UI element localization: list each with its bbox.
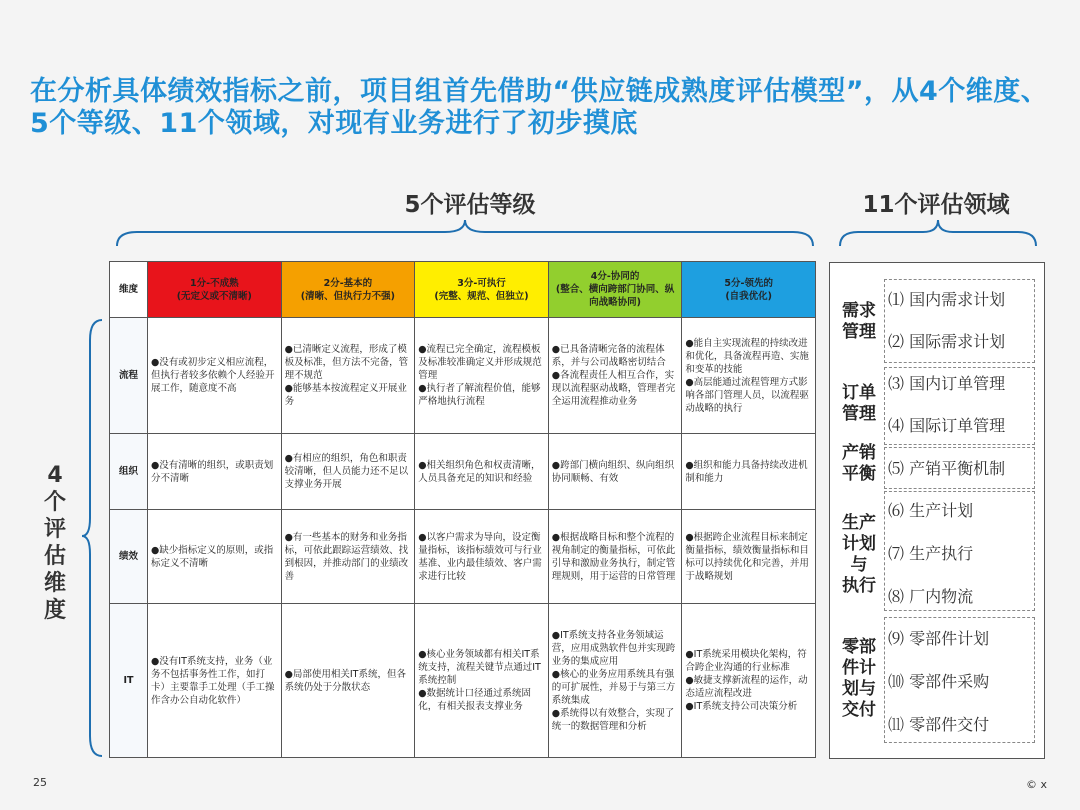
domain-item: ⑴ 国内需求计划 (888, 290, 1006, 309)
table-cell: ●有一些基本的财务和业务指标，可依此跟踪运营绩效、找到根因，并推动部门的业绩改善 (281, 510, 415, 604)
domains-section-label: 11个评估领域 (862, 192, 1010, 218)
page-title: 在分析具体绩效指标之前，项目组首先借助“供应链成熟度评估模型”，从4个维度、5个等级、11个领域，对现有业务进行了初步摸底 (30, 76, 1049, 139)
table-cell: ●根据战略目标和整个流程的视角制定的衡量指标，可依此引导和激励业务执行，制定管理规则，用于运营的日常管理 (548, 510, 682, 604)
dimension-cell: IT (110, 604, 148, 758)
domain-item: ⑹ 生产计划 (888, 501, 974, 520)
levels-section-label: 5个评估等级 (404, 192, 536, 218)
table-cell: ●缺少指标定义的原则，或指标定义不清晰 (148, 510, 282, 604)
table-cell: ●IT系统支持各业务领域运营，应用成熟软件包并实现跨业务的集成应用 ●核心的业务应用系统具有强的可扩展性，并易于与第三方系统集成 ●系统得以有效整合，实现了统一的数据管理和分析 (548, 604, 682, 758)
domain-group-label: 订单 管理 (842, 383, 876, 424)
table-cell: ●IT系统采用模块化架构，符合跨企业沟通的行业标准 ●敏捷支撑新流程的运作，动态适应流程改进 ●IT系统支持公司决策分析 (682, 604, 816, 758)
level-header: 3分-可执行 (完整、规范、但独立) (415, 262, 549, 318)
table-row (110, 434, 816, 510)
dimension-cell: 绩效 (110, 510, 148, 604)
table-row (110, 318, 816, 434)
domain-item: ⑽ 零部件采购 (888, 672, 990, 691)
level-header: 2分-基本的 (清晰、但执行力不强) (281, 262, 415, 318)
table-cell: ●核心业务领域都有相关IT系统支持，流程关键节点通过IT系统控制 ●数据统计口径通过系统固化，有相关报表支撑业务 (415, 604, 549, 758)
table-cell: ●相关组织角色和权责清晰，人员具备充足的知识和经验 (415, 434, 549, 510)
table-cell: ●根据跨企业流程目标来制定衡量指标，绩效衡量指标和目标可以持续优化和完善，并用于战略规划 (682, 510, 816, 604)
table-row (110, 604, 816, 758)
dimension-cell: 组织 (110, 434, 148, 510)
table-cell: ●有相应的组织，角色和职责较清晰，但人员能力还不足以支撑业务开展 (281, 434, 415, 510)
domains-panel (829, 262, 1045, 759)
level-header: 1分-不成熟 (无定义或不清晰) (148, 262, 282, 318)
domain-group-label: 需求 管理 (842, 301, 876, 342)
domain-item: ⑻ 厂内物流 (888, 587, 974, 606)
table-cell: ●能自主实现流程的持续改进和优化，具备流程再造、实施和变革的技能 ●高层能通过流程管理方式影响各部门管理人员，以流程驱动战略的执行 (682, 318, 816, 434)
level-header: 4分-协同的 (整合、横向跨部门协同、纵向战略协同) (548, 262, 682, 318)
table-cell: ●以客户需求为导向，设定衡量指标，该指标绩效可与行业基准、业内最佳绩效、客户需求进行比较 (415, 510, 549, 604)
dimension-cell: 流程 (110, 318, 148, 434)
domain-item: ⑸ 产销平衡机制 (888, 459, 1006, 478)
table-cell: ●流程已完全确定，流程模板及标准较准确定义并形成规范管理 ●执行者了解流程价值，能够严格地执行流程 (415, 318, 549, 434)
table-cell: ●已清晰定义流程，形成了模板及标准，但方法不完备，管理不规范 ●能够基本按流程定义开展业务 (281, 318, 415, 434)
corner-header: 维度 (110, 262, 148, 318)
table-cell: ●局部使用相关IT系统，但各系统仍处于分散状态 (281, 604, 415, 758)
domain-item: ⑾ 零部件交付 (888, 715, 990, 734)
table-cell: ●没有或初步定义相应流程，但执行者较多依赖个人经验开展工作，随意度不高 (148, 318, 282, 434)
copyright: © x (1026, 778, 1048, 791)
domain-item: ⑺ 生产执行 (888, 544, 974, 563)
domain-item: ⑶ 国内订单管理 (888, 374, 1006, 393)
dimensions-label: 4 个 评 估 维 度 (43, 463, 66, 623)
page-number: 25 (33, 776, 47, 789)
table-cell: ●已具备清晰完备的流程体系，并与公司战略密切结合 ●各流程责任人相互合作，实现以流程驱动战略，管理者完全运用流程推动业务 (548, 318, 682, 434)
level-header: 5分-领先的 (自我优化) (682, 262, 816, 318)
dimensions-brace (80, 318, 104, 758)
table-cell: ●组织和能力具备持续改进机制和能力 (682, 434, 816, 510)
domain-item: ⑷ 国际订单管理 (888, 416, 1006, 435)
table-cell: ●没有清晰的组织，或职责划分不清晰 (148, 434, 282, 510)
domain-item: ⑼ 零部件计划 (888, 629, 990, 648)
domain-group-label: 零部 件计 划与 交付 (842, 637, 876, 720)
levels-brace (115, 218, 815, 248)
domain-item: ⑵ 国际需求计划 (888, 332, 1006, 351)
domain-group-label: 生产 计划 与 执行 (842, 513, 876, 596)
table-cell: ●跨部门横向组织、纵向组织协同顺畅、有效 (548, 434, 682, 510)
domains-brace (838, 218, 1038, 248)
domain-group-label: 产销 平衡 (842, 443, 876, 484)
table-cell: ●没有IT系统支持，业务（业务不包括事务性工作，如打卡）主要靠手工处理（手工操作含办公自动化软件） (148, 604, 282, 758)
maturity-table (109, 261, 816, 757)
table-row (110, 510, 816, 604)
